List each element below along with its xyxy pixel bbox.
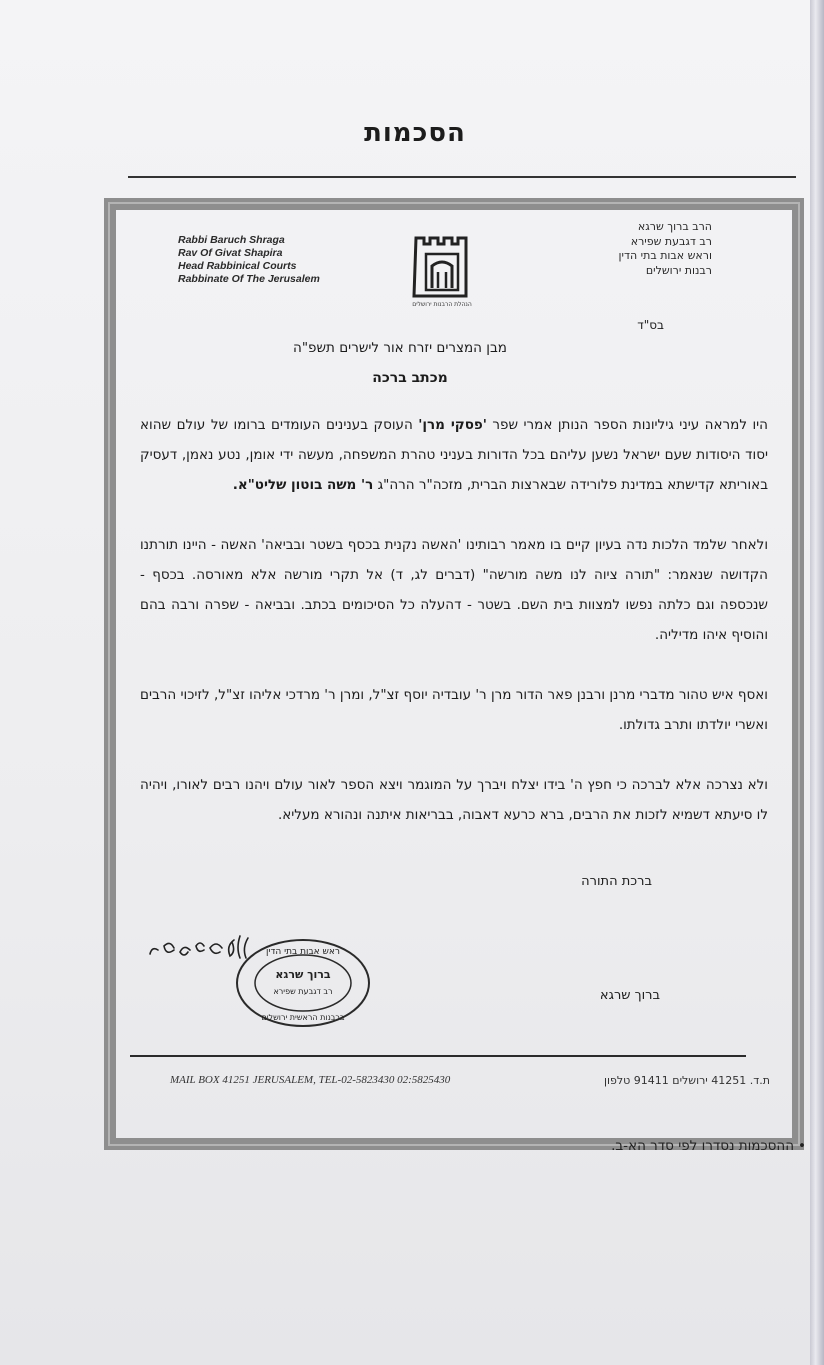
letterhead-en-line: Rabbinate Of The Jerusalem (178, 273, 320, 285)
stamp-top-text: ראש אבות בתי הדין (265, 947, 341, 957)
official-stamp (233, 936, 373, 1030)
logo-caption: הנהלת הרבנות ירושלים (412, 301, 472, 308)
letterhead-hebrew (512, 220, 712, 278)
paragraph-text: העוסק בענינים העומדים ברומו של עולם שהוא יסוד היסודות שעם ישראל נשען עליהם בכל הדורות בעניני טהרת המשפחה, מעשה ידי אומן, נטע נאמן, דעסיק באוריתא קדישתא במדינת פלורידה שבארצות הברית, מזכה"ר הרה"ג (140, 417, 768, 493)
letterhead-he-line: וראש אבות בתי הדין (618, 249, 712, 262)
stamp-line2: רב דגבעת שפירא (273, 987, 333, 996)
paragraph-4: ולא נצרכה אלא לברכה כי חפץ ה' בידו יצלח ויברך על המוגמר ויצא הספר לאור עולם ויהנו רבים לאורו, ויהיה לו סיעתא דשמיא לזכות את הרבים, ברא כרעא דאבוה, בבריאות איתנה ונהורא מעליא. (140, 777, 768, 823)
letterhead-en-line: Rav Of Givat Shapira (178, 247, 283, 259)
closing-blessing: ברכת התורה (581, 874, 652, 889)
footer-contact-hebrew: ת.ד. 41251 ירושלים 91411 טלפון (604, 1074, 770, 1087)
letterhead-en-line: Head Rabbinical Courts (178, 260, 297, 272)
page-edge (810, 0, 824, 1365)
paragraph-1 (140, 410, 768, 500)
stamp-name: ברוך שרגא (275, 968, 331, 981)
bsd-mark: בס"ד (637, 318, 664, 332)
letterhead-he-line: רבנות ירושלים (645, 263, 712, 277)
letterhead-english (178, 234, 398, 286)
paragraph-text: היו למראה עיני גיליונות הספר הנותן אמרי שפר (486, 417, 768, 433)
footer-contact-english: MAIL BOX 41251 JERUSALEM, TEL-02-5823430 02:5825430 (170, 1074, 451, 1086)
stamp-bottom-text: ברבנות הראשית ירושלים (261, 1013, 345, 1022)
letterhead-he-line: רב דגבעת שפירא (630, 234, 712, 248)
author-name: ר' משה בוטון שליט"א. (232, 477, 374, 493)
footer-divider (130, 1055, 746, 1057)
footnote (611, 1138, 806, 1154)
paragraph-3: ואסף איש טהור מדברי מרנן ורבנן פאר הדור מרן ר' עובדיה יוסף זצ"ל, ומרן ר' מרדכי אליהו זצ"ל, לזיכוי הרבים ואשרי יולדתו ותרב גדולתו. (140, 687, 768, 733)
paragraph-2: ולאחר שלמד הלכות נדה בעיון קיים בו מאמר רבותינו 'האשה נקנית בכסף בשטר ובביאה' האשה - היינו תורתנו הקדושה שנאמר: "תורה ציוה לנו משה מורשה" (דברים לג, ד) אל תקרי מורשה אלא מאורסה. בכסף - שנכספה וגם כלתה נפשו למצוות בית השם. בשטר - דהעלה כל הסיכומים בכתב. ובביאה - שפרה ורבה בהם והוסיף איהו מדיליה. (140, 537, 768, 643)
letterhead-he-line: הרב ברוך שרגא (637, 220, 712, 233)
letterhead-en-line: Rabbi Baruch Shraga (178, 234, 285, 246)
letter-body (140, 410, 768, 860)
book-name: 'פסקי מרן' (418, 417, 487, 433)
footnote-text: ההסכמות נסדרו לפי סדר הא-ב. (611, 1138, 795, 1154)
letter-title: מכתב ברכה (372, 370, 448, 386)
dateline: מבן המצרים יזרח אור לישרים תשפ"ה (293, 340, 507, 356)
header-divider (128, 176, 796, 178)
signature-name: ברוך שרגא (599, 988, 660, 1003)
rabbinate-logo (408, 232, 476, 316)
bullet-mark: • (798, 1138, 806, 1154)
page-title: הסכמות (364, 118, 466, 148)
